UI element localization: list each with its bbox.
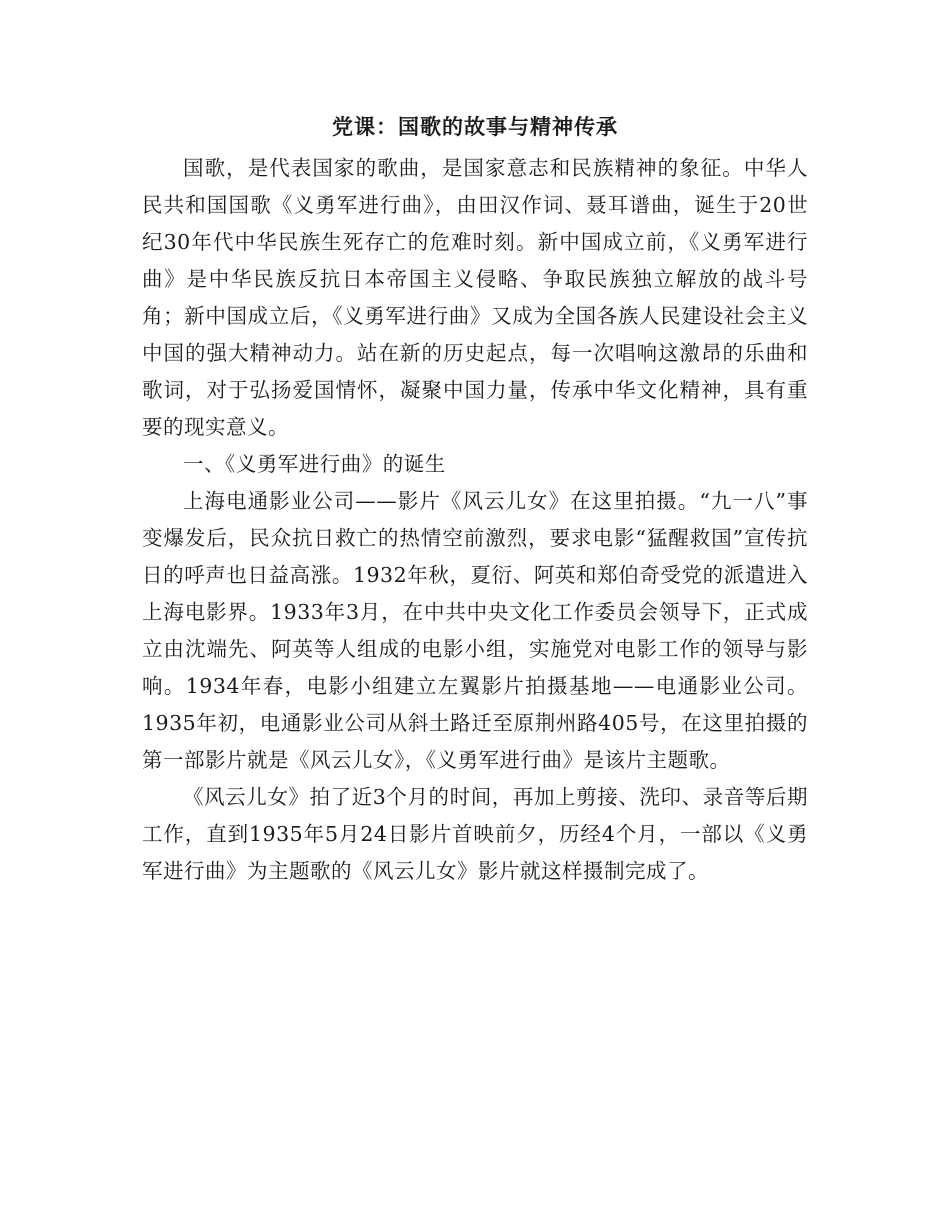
section-heading: 一、《义勇军进行曲》的诞生 <box>183 452 446 476</box>
document-title: 党课：国歌的故事与精神传承 <box>332 114 618 139</box>
document-body <box>142 108 808 890</box>
body-paragraph: 上海电通影业公司——影片《风云儿女》在这里拍摄。“九一八”事变爆发后，民众抗日救亡的热情空前激烈，要求电影“猛醒救国”宣传抗日的呼声也日益高涨。1932年秋，夏衍、阿英和郑伯奇受党的派遣进入上海电影界。1933年3月，在中共中央文化工作委员会领导下，正式成立由沈端先、阿英等人组成的电影小组，实施党对电影工作的领导与影响。1934年春，电影小组建立左翼影片拍摄基地——电通影业公司。1935年初，电通影业公司从斜土路迁至原荆州路405号，在这里拍摄的第一部影片就是《风云儿女》，《义勇军进行曲》是该片主题歌。 <box>142 489 808 772</box>
intro-paragraph: 国歌，是代表国家的歌曲，是国家意志和民族精神的象征。中华人民共和国国歌《义勇军进行曲》，由田汉作词、聂耳谱曲，诞生于20世纪30年代中华民族生死存亡的危难时刻。新中国成立前，《义勇军进行曲》是中华民族反抗日本帝国主义侵略、争取民族独立解放的战斗号角；新中国成立后，《义勇军进行曲》又成为全国各族人民建设社会主义中国的强大精神动力。站在新的历史起点，每一次唱响这激昂的乐曲和歌词，对于弘扬爱国情怀，凝聚中国力量，传承中华文化精神，具有重要的现实意义。 <box>142 156 808 439</box>
body-paragraph: 《风云儿女》拍了近3个月的时间，再加上剪接、洗印、录音等后期工作，直到1935年5月24日影片首映前夕，历经4个月，一部以《义勇军进行曲》为主题歌的《风云儿女》影片就这样摄制完成了。 <box>142 785 808 883</box>
